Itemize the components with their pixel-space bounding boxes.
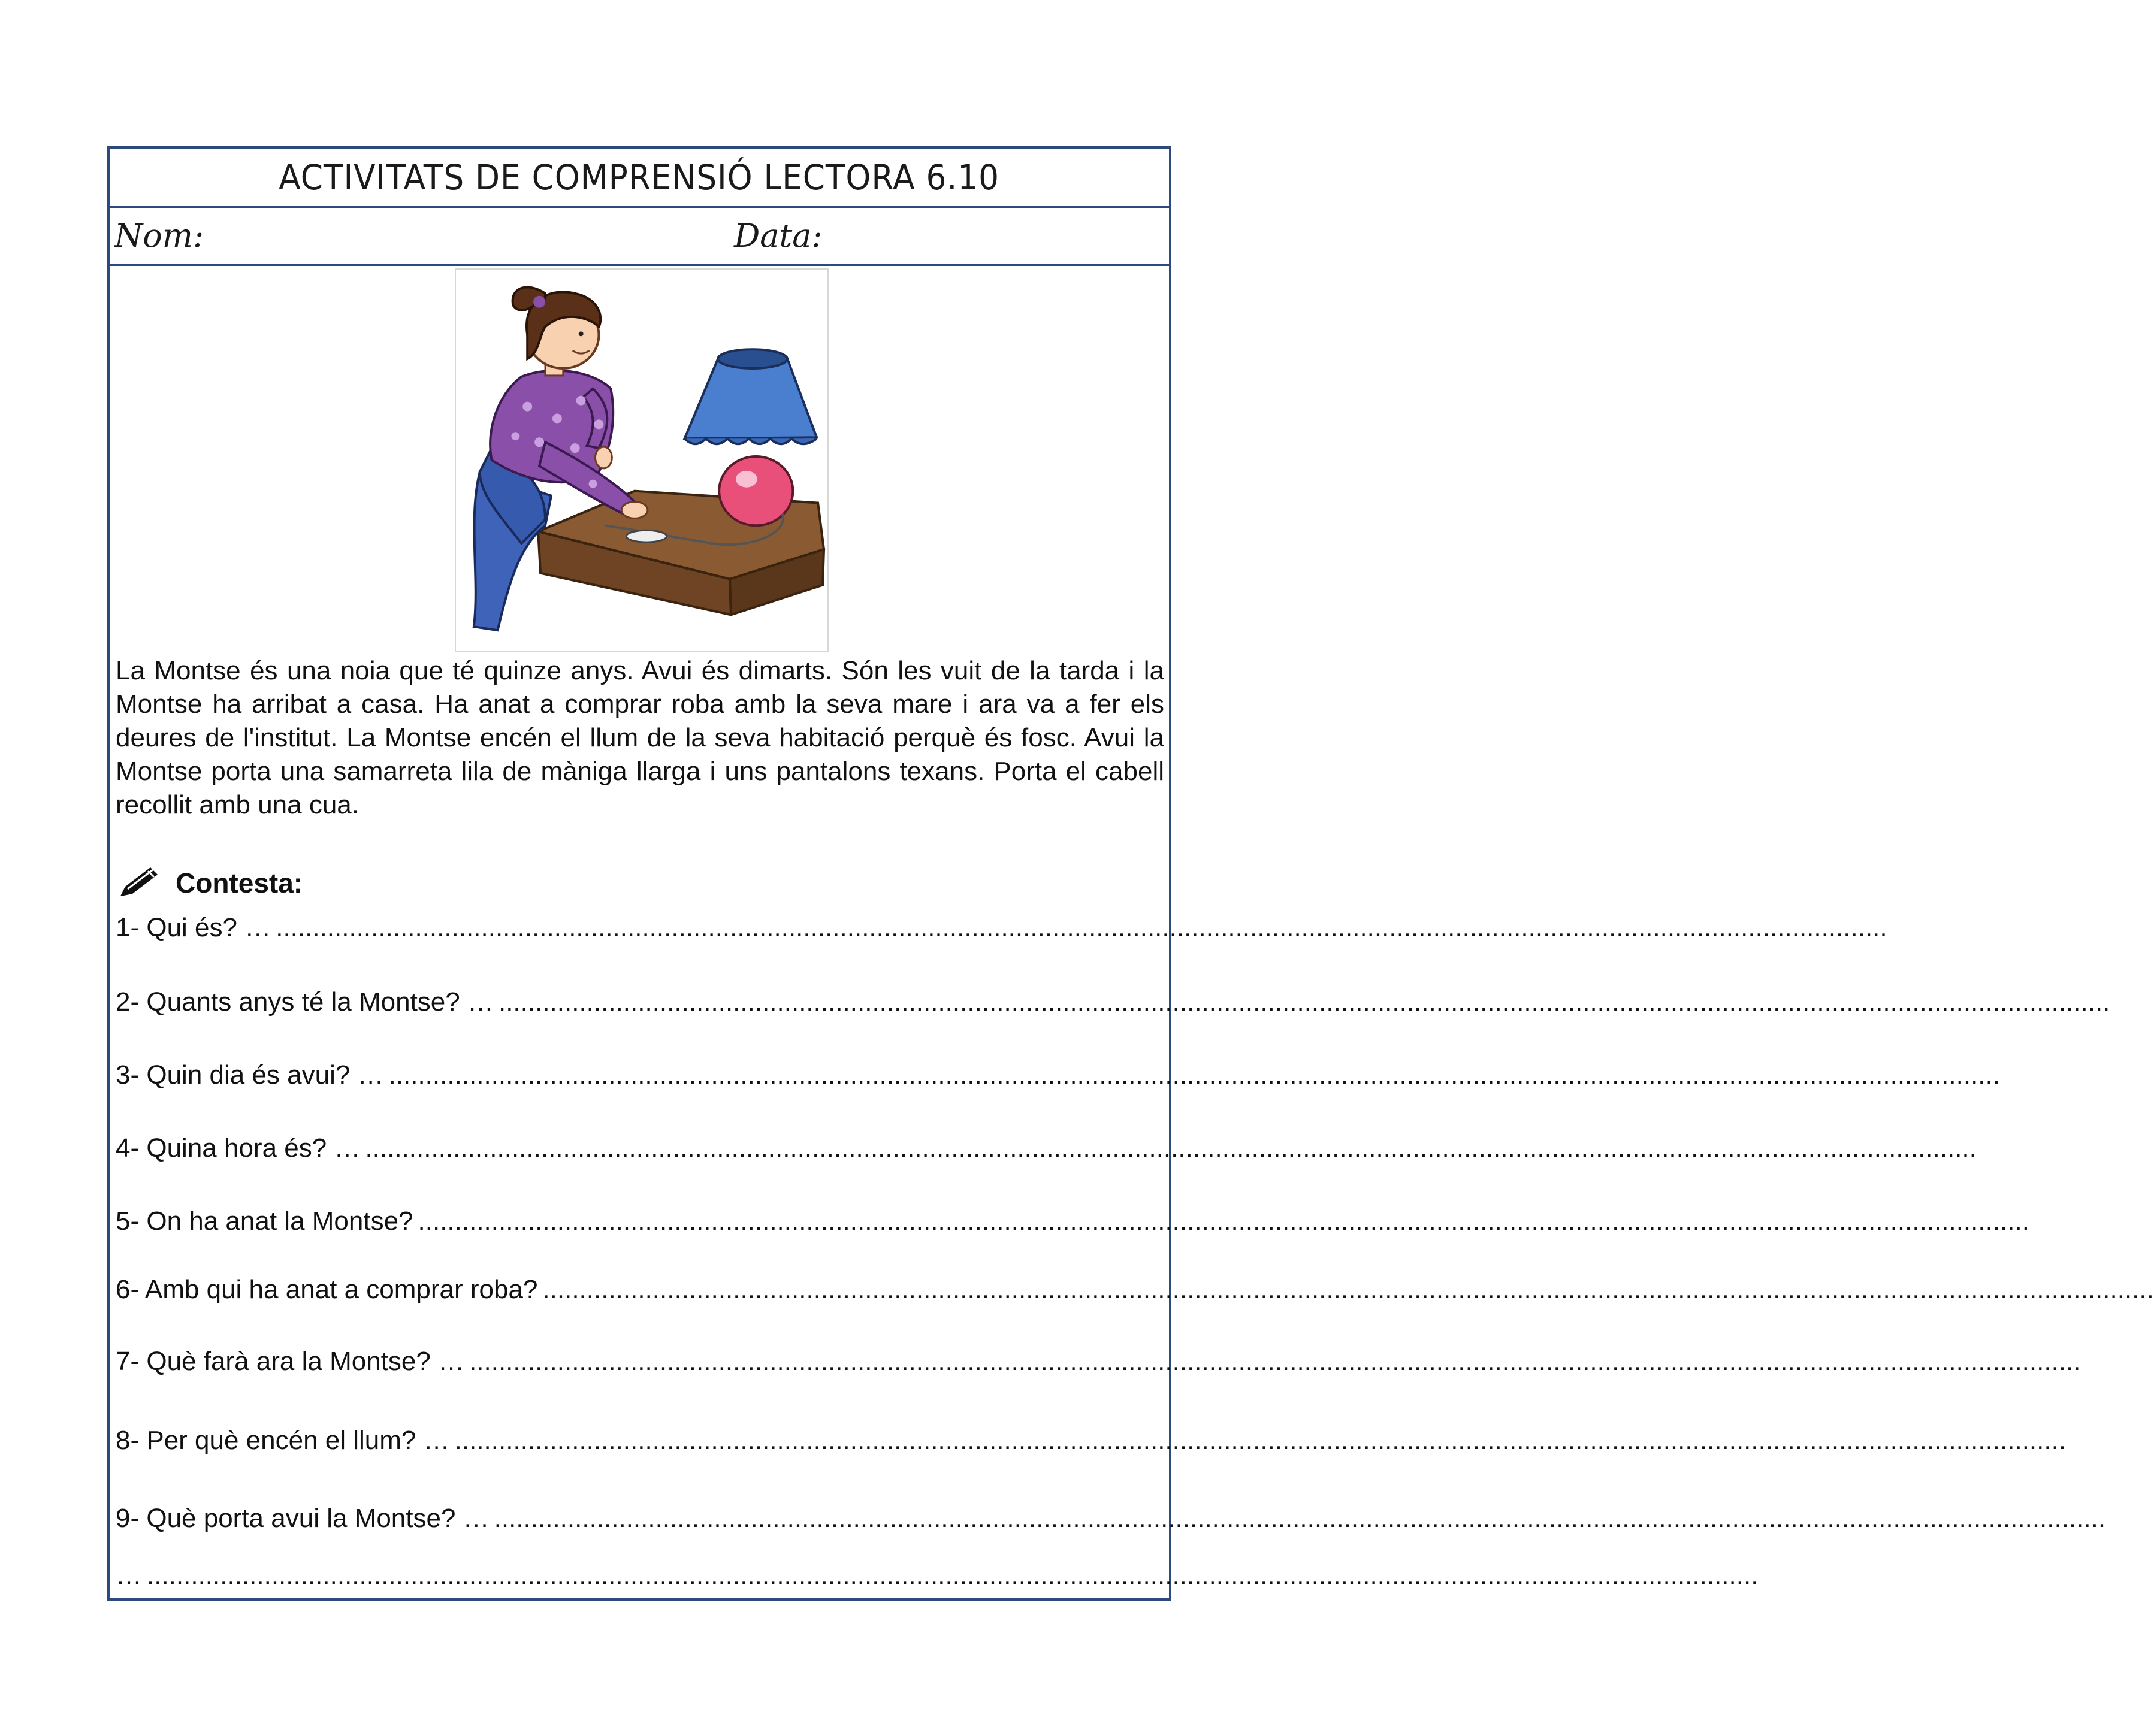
contesta-label: Contesta: bbox=[176, 867, 303, 899]
answer-line[interactable]: ............................................................................................................................................................................................................................ bbox=[454, 1426, 2067, 1455]
question-item bbox=[116, 987, 2110, 1017]
question-item bbox=[116, 1347, 2081, 1377]
question-item bbox=[116, 1504, 2106, 1534]
question-text: 7- Què farà ara la Montse? … bbox=[116, 1347, 465, 1376]
answer-line[interactable]: ............................................................................................................................................................................................................................ bbox=[498, 987, 2110, 1017]
question-text: 5- On ha anat la Montse? bbox=[116, 1206, 413, 1236]
question-text: 4- Quina hora és? … bbox=[116, 1133, 361, 1163]
question-item bbox=[116, 1426, 2067, 1456]
answer-line[interactable]: ............................................................................................................................................................................................................................ bbox=[276, 913, 1887, 942]
question-item bbox=[116, 1561, 1759, 1591]
answer-line[interactable]: ............................................................................................................................................................................................................................ bbox=[388, 1060, 2000, 1090]
answer-line[interactable]: ............................................................................................................................................................................................................................ bbox=[418, 1206, 2029, 1236]
question-text: 6- Amb qui ha anat a comprar roba? bbox=[116, 1275, 538, 1304]
question-text: 9- Què porta avui la Montse? … bbox=[116, 1504, 490, 1533]
question-list bbox=[110, 149, 2154, 1598]
answer-line[interactable]: ............................................................................................................................................................................................................................ bbox=[147, 1561, 1759, 1590]
page-title: ACTIVITATS DE COMPRENSIÓ LECTORA 6.10 bbox=[279, 157, 1000, 198]
answer-line[interactable]: ............................................................................................................................................................................................................................ bbox=[542, 1275, 2154, 1304]
question-item bbox=[116, 1275, 2154, 1305]
question-item bbox=[116, 1133, 1977, 1163]
answer-line[interactable]: ............................................................................................................................................................................................................................ bbox=[494, 1504, 2106, 1533]
story-paragraph: La Montse és una noia que té quinze anys. Avui és dimarts. Són les vuit de la tarda i la Montse ha arribat a casa. Ha anat a comprar roba amb la seva mare i ara va a fer els deures de l'institut. La Montse encén el llum de la seva habitació perquè és fosc. Avui la Montse porta una samarreta lila de màniga llarga i uns pantalons texans. Porta el cabell recollit amb una cua. bbox=[116, 656, 1164, 819]
date-label: Data: bbox=[734, 217, 823, 255]
answer-line[interactable]: ............................................................................................................................................................................................................................ bbox=[469, 1347, 2081, 1376]
question-text: 8- Per què encén el llum? … bbox=[116, 1426, 450, 1455]
question-text: 3- Quin dia és avui? … bbox=[116, 1060, 384, 1090]
question-text: 1- Qui és? … bbox=[116, 913, 271, 942]
question-item bbox=[116, 1206, 2029, 1236]
question-item bbox=[116, 1060, 2000, 1090]
worksheet bbox=[107, 146, 2154, 1601]
answer-line[interactable]: ............................................................................................................................................................................................................................ bbox=[365, 1133, 1977, 1163]
question-item bbox=[116, 913, 1887, 943]
question-text: … bbox=[116, 1561, 142, 1590]
name-label: Nom: bbox=[114, 217, 204, 255]
question-text: 2- Quants anys té la Montse? … bbox=[116, 987, 494, 1017]
